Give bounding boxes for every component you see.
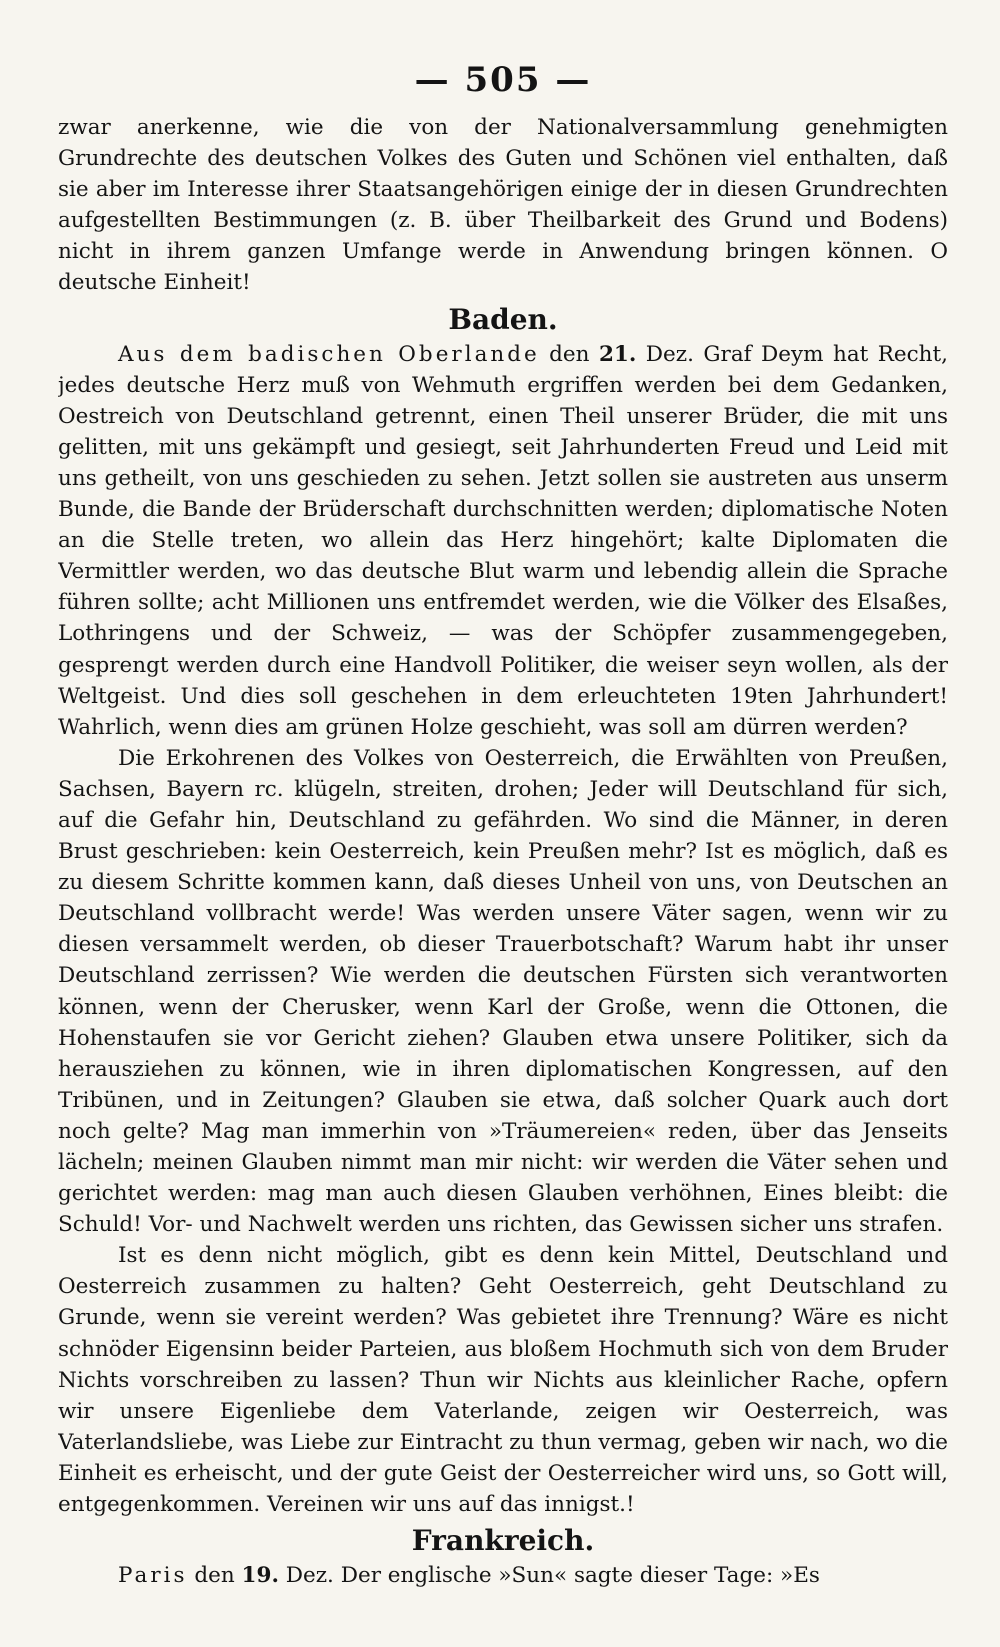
- baden-date-text-1: den: [539, 341, 599, 367]
- baden-paragraph-1-text: Graf Deym hat Recht, jedes deutsche Herz muß von Wehmuth ergriffen werden bei dem Gedanken, Oestreich von Deutschland getrennt, einen Theil unserer Brüder, die mit uns gelitten, mit uns gekämpft und gesiegt, seit Jahrhunderten Freud und Leid mit uns getheilt, von uns geschieden zu sehen. Jetzt sollen sie austreten aus unserm Bunde, die Bande der Brüderschaft durchschnitten werden; diplomatische Noten an die Stelle treten, wo allein das Herz hingehört; kalte Diplomaten die Vermittler werden, wo das deutsche Blut warm und lebendig allein die Sprache führen sollte; acht Millionen uns entfremdet werden, wie die Völker des Elsaßes, Lothringens und der Schweiz, — was der Schöpfer zusammengegeben, gesprengt werden durch eine Handvoll Politiker, die weiser seyn wollen, als der Weltgeist. Und dies soll geschehen in dem erleuchteten 19ten Jahrhundert! Wahrlich, wenn dies am grünen Holze geschieht, was soll am dürren werden?: [58, 341, 948, 740]
- baden-date-number: 21.: [598, 341, 637, 367]
- continued-paragraph: zwar anerkenne, wie die von der Nationalversammlung genehmigten Grundrechte des deutschen Volkes des Guten und Schönen viel enthalten, daß sie aber im Interesse ihrer Staatsangehörigen einige der in diesen Grundrechten aufgestellten Bestimmungen (z. B. über Theilbarkeit des Grund und Bodens) nicht in ihrem ganzen Umfange werde in Anwendung bringen können. O deutsche Einheit!: [58, 115, 948, 296]
- frankreich-date-text-1: den: [187, 1563, 242, 1589]
- frankreich-paragraph-1: [58, 1560, 948, 1591]
- frankreich-date-text-2: Dez.: [278, 1563, 341, 1589]
- baden-paragraph-2: Die Erkohrenen des Volkes von Oesterreich, die Erwählten von Preußen, Sachsen, Bayern rc. klügeln, streiten, drohen; Jeder will Deutschland für sich, auf die Gefahr hin, Deutschland zu gefährden. Wo sind die Männer, in deren Brust geschrieben: kein Oesterreich, kein Preußen mehr? Ist es möglich, daß es zu diesem Schritte kommen kann, daß dieses Unheil von uns, von Deutschen an Deutschland vollbracht werde! Was werden unsere Väter sagen, wenn wir zu diesen versammelt werden, ob dieser Trauerbotschaft? Warum habt ihr unser Deutschland zerrissen? Wie werden die deutschen Fürsten sich verantworten können, wenn der Cherusker, wenn Karl der Große, wenn die Ottonen, die Hohenstaufen sie vor Gericht ziehen? Glauben etwa unsere Politiker, sich da herausziehen zu können, wie in ihren diplomatischen Kongressen, auf den Tribünen, und in Zeitungen? Glauben sie etwa, daß solcher Quark auch dort noch gelte? Mag man immerhin von »Träumereien« reden, über das Jenseits lächeln; meinen Glauben nimmt man mir nicht: wir werden die Väter sehen und gerichtet werden: mag man auch diesen Glauben verhöhnen, Eines bleibt: die Schuld! Vor- und Nachwelt werden uns richten, das Gewissen sicher uns strafen.: [58, 745, 948, 1238]
- frankreich-dateline: Paris: [118, 1563, 188, 1589]
- page-number: — 505 —: [414, 60, 592, 100]
- section-heading-frankreich: Frankreich.: [411, 1524, 595, 1558]
- section-heading-baden: Baden.: [448, 302, 558, 336]
- baden-paragraph-1: [58, 339, 948, 743]
- baden-date-text-2: Dez.: [636, 341, 704, 367]
- baden-paragraph-3: Ist es denn nicht möglich, gibt es denn kein Mittel, Deutschland und Oesterreich zusammen zu halten? Geht Oesterreich, geht Deutschland zu Grunde, wenn sie vereint werden? Was gebietet ihre Trennung? Wäre es nicht schnöder Eigensinn beider Parteien, aus bloßem Hochmuth sich von dem Bruder Nichts vorschreiben zu lassen? Thun wir Nichts aus kleinlicher Rache, opfern wir unsere Eigenliebe dem Vaterlande, zeigen wir Oesterreich, was Vaterlandsliebe, was Liebe zur Eintracht zu thun vermag, geben wir nach, wo die Einheit es erheischt, und der gute Geist der Oesterreicher wird uns, so Gott will, entgegenkommen. Vereinen wir uns auf das innigst.!: [58, 1243, 948, 1518]
- baden-dateline: Aus dem badischen Oberlande: [118, 341, 540, 367]
- frankreich-paragraph-1-text: Der englische »Sun« sagte dieser Tage: »Es: [340, 1563, 820, 1589]
- frankreich-date-number: 19.: [241, 1563, 279, 1589]
- newspaper-page: [58, 58, 948, 1628]
